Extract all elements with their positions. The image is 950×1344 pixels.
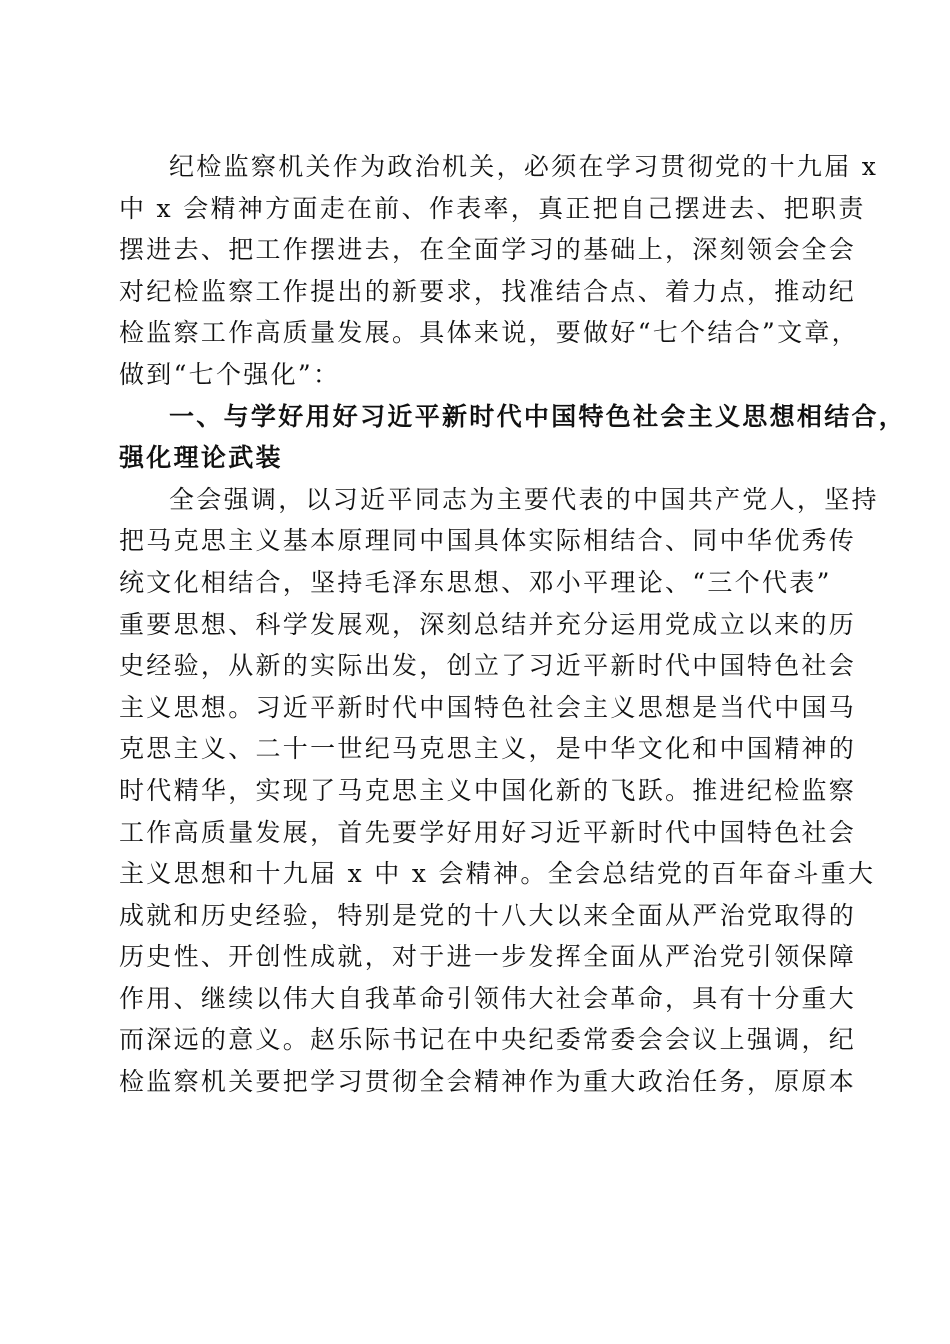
intro-paragraph xyxy=(119,146,879,396)
text-line: 中 x 会精神方面走在前、作表率，真正把自己摆进去、把职责 xyxy=(119,193,866,223)
heading-line: 一、与学好用好习近平新时代中国特色社会主义思想相结合， xyxy=(169,401,907,431)
section-heading xyxy=(119,396,907,479)
text-line: 史经验，从新的实际出发，创立了习近平新时代中国特色社会 xyxy=(119,651,857,681)
text-line: 成就和历史经验，特别是党的十八大以来全面从严治党取得的 xyxy=(119,900,857,930)
text-line: 工作高质量发展，首先要学好用好习近平新时代中国特色社会 xyxy=(119,817,857,847)
text-line: 作用、继续以伟大自我革命引领伟大社会革命，具有十分重大 xyxy=(119,983,857,1013)
text-line: 摆进去、把工作摆进去，在全面学习的基础上，深刻领会全会 xyxy=(119,235,857,265)
text-line: 纪检监察机关作为政治机关，必须在学习贯彻党的十九届 x xyxy=(169,152,879,181)
text-line: 把马克思主义基本原理同中国具体实际相结合、同中华优秀传 xyxy=(119,526,857,556)
text-line: 主义思想和十九届 x 中 x 会精神。全会总结党的百年奋斗重大 xyxy=(119,859,876,889)
heading-line: 强化理论武装 xyxy=(119,443,283,473)
text-line: 做到“七个强化”： xyxy=(119,359,341,389)
text-line: 历史性、开创性成就，对于进一步发挥全面从严治党引领保障 xyxy=(119,942,857,972)
text-line: 对纪检监察工作提出的新要求，找准结合点、着力点，推动纪 xyxy=(119,276,857,306)
text-line: 重要思想、科学发展观，深刻总结并充分运用党成立以来的历 xyxy=(119,609,857,639)
text-line: 时代精华，实现了马克思主义中国化新的飞跃。推进纪检监察 xyxy=(119,775,857,805)
text-line: 而深远的意义。赵乐际书记在中央纪委常委会会议上强调，纪 xyxy=(119,1025,857,1055)
text-line: 全会强调，以习近平同志为主要代表的中国共产党人，坚持 xyxy=(169,484,879,514)
text-line: 克思主义、二十一世纪马克思主义，是中华文化和中国精神的 xyxy=(119,734,857,764)
text-line: 统文化相结合，坚持毛泽东思想、邓小平理论、“三个代表” xyxy=(119,567,832,597)
document-body xyxy=(119,146,907,1103)
body-paragraph xyxy=(119,479,879,1103)
text-line: 检监察工作高质量发展。具体来说，要做好“七个结合”文章， xyxy=(119,318,859,348)
text-line: 检监察机关要把学习贯彻全会精神作为重大政治任务，原原本 xyxy=(119,1067,857,1097)
text-line: 主义思想。习近平新时代中国特色社会主义思想是当代中国马 xyxy=(119,692,857,722)
